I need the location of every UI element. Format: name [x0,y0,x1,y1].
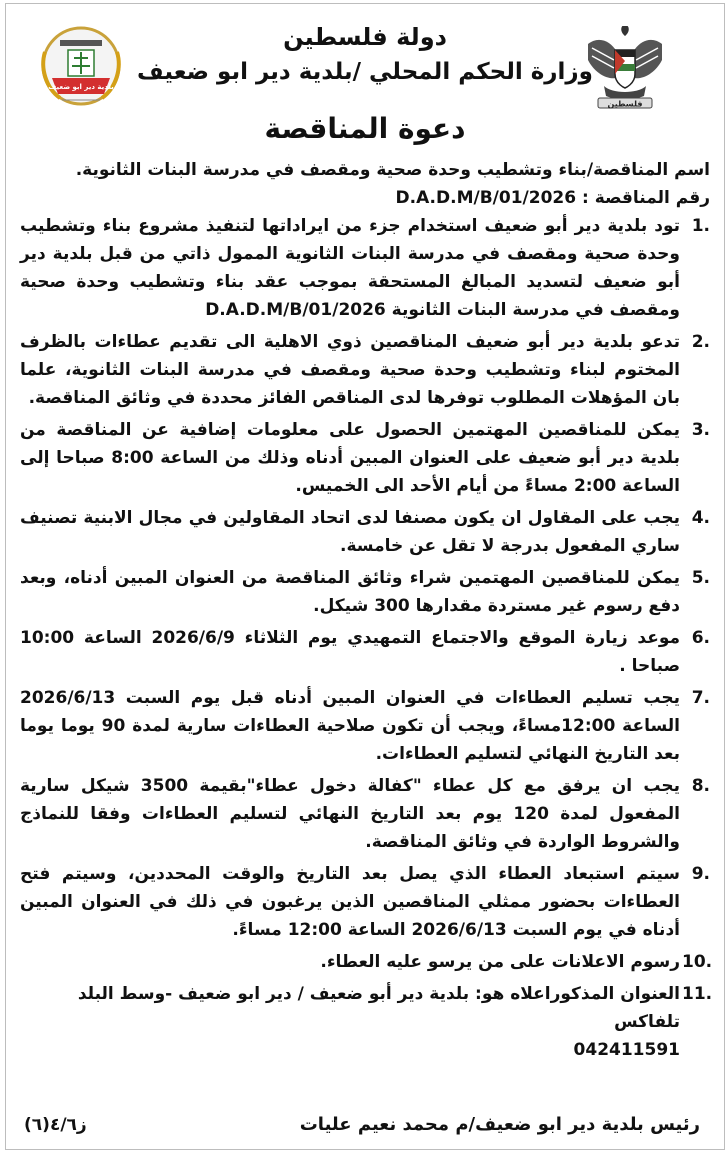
item-number: 8. [691,776,710,796]
list-item [20,212,710,324]
item-text: يمكن للمناقصين المهتمين شراء وثائق المناقصة من العنوان المبين أدناه، وبعد دفع رسوم غير مستردة مقدارها 300 شيكل. [20,568,680,616]
item-number: 7. [691,688,710,708]
item-text: يمكن للمناقصين المهتمين الحصول على معلومات إضافية عن المناقصة من بلدية دير أبو ضعيف على العنوان المبين أدناه وذلك من الساعة 8:00 صباحا إلى الساعة 2:00 مساءً من أيام الأحد الى الخميس. [20,420,680,496]
item-text: العنوان المذكوراعلاه هو: بلدية دير أبو ضعيف / دير ابو ضعيف -وسط البلد [77,984,680,1004]
list-item [20,980,713,1064]
list-item [20,564,710,620]
item-text: موعد زيارة الموقع والاجتماع التمهيدي يوم الثلاثاء 2026/6/9 الساعة 10:00 صباحا . [20,628,680,676]
list-item [20,624,710,680]
item-number: 6. [691,628,710,648]
item-number: 10. [682,952,713,972]
item-number: 5. [691,568,710,588]
tender-number-line [20,184,710,212]
list-item [20,948,713,976]
list-item [20,684,710,768]
reference-code: ز٤/٦(٦) [24,1115,87,1135]
item-text: سيتم استبعاد العطاء الذي يصل بعد التاريخ والوقت المحددين، وسيتم فتح العطاءات بحضور ممثلي المناقصين الذين يرغبون في ذلك في العنوان المبين أدناه في يوم السبت 2026/6/13 الساعة 12:00 مساءً. [20,864,680,940]
logo-text: بلدية دير ابو ضعيف [48,83,114,91]
emblem-caption: فلسطين [607,99,643,109]
tender-number: D.A.D.M/B/01/2026 [395,188,577,208]
header [6,22,724,88]
list-item [20,860,710,944]
tender-name: اسم المناقصة/بناء وتشطيب وحدة صحية ومقصف في مدرسة البنات الثانوية. [75,160,710,180]
state-name: دولة فلسطين [283,23,447,51]
item-text: يجب على المقاول ان يكون مصنفا لدى اتحاد المقاولين في مجال الابنية تصنيف ساري المفعول بدرجة لا تقل عن خامسة. [20,508,680,556]
item-text: يجب تسليم العطاءات في العنوان المبين أدناه قبل يوم السبت 2026/6/13 الساعة 12:00مساءً، ويجب أن تكون صلاحية العطاءات سارية لمدة 90 يوما يوما بعد التاريخ النهائي لتسليم العطاءات. [20,688,680,764]
page-title: دعوة المناقصة [264,112,466,145]
item-text: تود بلدية دير أبو ضعيف استخدام جزء من ايراداتها لتنفيذ مشروع بناء وتشطيب وحدة صحية ومقصف في مدرسة البنات الثانوية الممول ذاتي من قبل بلدية دير أبو ضعيف لتسديد المبالغ المستحقة بموجب عقد بناء وتشطيب وحدة صحية ومقصف في مدرسة البنات الثانوية 2026/D.A.D.M/B/01 [20,216,680,320]
list-item [20,328,710,412]
item-text: رسوم الاعلانات على من يرسو عليه العطاء. [320,952,680,972]
item-number: 4. [691,508,710,528]
signer: رئيس بلدية دير ابو ضعيف/م محمد نعيم عليات [299,1114,700,1135]
item-number: 3. [691,420,710,440]
notice-body [20,156,713,1068]
item-number: 2. [691,332,710,352]
contact-phone: 042411591 [573,1040,680,1060]
item-text: يجب ان يرفق مع كل عطاء "كفالة دخول عطاء"بقيمة 3500 شيكل سارية المفعول لمدة 120 يوم بعد التاريخ النهائي لتسليم العطاءات وفقا للنماذج والشروط الواردة في وثائق المناقصة. [20,776,680,852]
list-item [20,772,710,856]
list-item [20,504,710,560]
contact-label: تلفاكس [614,1012,680,1032]
list-item [20,416,710,500]
item-text: تدعو بلدية دير أبو ضعيف المناقصين ذوي الاهلية الى تقديم عطاءات بالظرف المختوم لبناء وتشطيب وحدة صحية ومقصف في مدرسة البنات الثانوية، علما بان المؤهلات المطلوب توفرها لدى المناقص الفائز محددة في وثائق المناقصة. [20,332,680,408]
tender-notice [5,3,725,1150]
ministry-name: وزارة الحكم المحلي /بلدية دير ابو ضعيف [137,59,593,85]
item-number: 1. [691,216,710,236]
tender-number-label: رقم المناقصة : [581,188,710,208]
footer [24,1103,700,1139]
item-number: 11. [682,984,713,1004]
item-number: 9. [691,864,710,884]
conditions-list [20,212,713,1064]
